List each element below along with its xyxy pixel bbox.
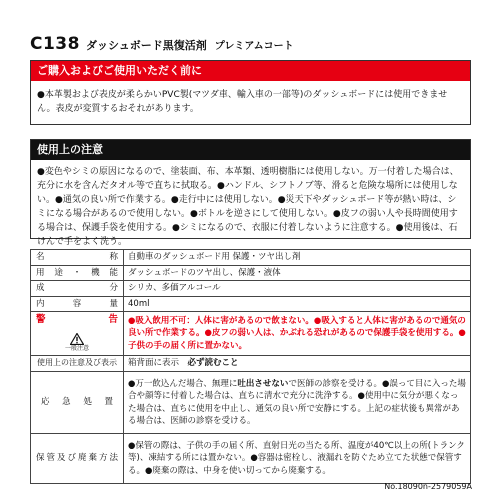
spec-value: シリカ、多価アルコール	[124, 281, 471, 297]
usage-cautions-title: 使用上の注意	[31, 140, 470, 160]
spec-row-use	[31, 265, 471, 281]
warning-text	[124, 312, 471, 356]
display-location: 箱背面に表示	[128, 358, 180, 369]
first-aid-text-2: で医師の診察を受ける。●誤って目に入った場合や顔等に付着した場合は、直ちに清水で充分に洗浄する。●使用中に気分が悪くなった場合は、直ちに使用を中止し、通気の良い所で安静にする。上記の症状後も異常がある場合は、医師の診察を受ける。	[128, 378, 466, 426]
warning-symbol	[36, 333, 118, 345]
product-code: C138	[30, 34, 80, 54]
display-value	[124, 356, 471, 372]
spec-row-storage	[31, 434, 471, 484]
purchase-notice-box	[30, 60, 471, 125]
warning-label-cell	[31, 312, 124, 356]
spec-value: ダッシュボードのツヤ出し、保護・液体	[124, 265, 471, 281]
warning-triangle-icon	[70, 333, 84, 345]
warning-text-heading: ●吸入飲用不可：	[128, 315, 195, 326]
spec-label: 保管及び廃棄方法	[31, 434, 124, 484]
storage-text: ●保管の際は、子供の手の届く所、直射日光の当たる所、温度が40℃以上の所(トランク等)、凍結する所には置かない。●容器は密栓し、液漏れを防ぐため立てた状態で保管する。●廃棄の際は、中身を使い切ってから廃棄する。	[124, 434, 471, 484]
first-aid-emphasis: 吐出させない	[237, 378, 289, 389]
spec-row-display	[31, 356, 471, 372]
spec-table	[30, 249, 471, 484]
warning-text-body: 人体に害があるので飲まない。●吸入すると人体に害があるので通気の良い所で作業する。●皮フの弱い人は、かぶれる恐れがあるので保護手袋を使用する。●子供の手の届く所に置かない。	[128, 315, 466, 351]
spec-label: 成 分	[31, 281, 124, 297]
first-aid-text-1: ●万一飲込んだ場合、無理に	[128, 378, 238, 389]
spec-row-first-aid	[31, 372, 471, 434]
spec-label: 用途・機能	[31, 265, 124, 281]
spec-label: 名 称	[31, 250, 124, 266]
first-aid-text	[124, 372, 471, 434]
warning-symbol-caption: 一般注意	[64, 344, 89, 352]
usage-cautions-body: ●変色やシミの原因になるので、塗装面、布、本革類、透明樹脂には使用しない。万一付着した場合は、充分に水を含んだタオル等で直ちに拭取る。●ハンドル、シフトノブ等、滑ると危険な場所には使用しない。●通気の良い所で作業する。●走行中には使用しない。●災天下やダッシュボード等が熱い時は、シミになる場合があるので使用しない。●ボトルを逆さにして使用しない。●皮フの弱い人や長時間使用する場合は、保護手袋を使用する。●シミになるので、衣服に付着しないように注意する。●使用後は、石けんで手をよく洗う。	[37, 167, 459, 247]
spec-row-warning	[31, 312, 471, 356]
title-row	[30, 34, 294, 54]
spec-label: 内容量	[31, 296, 124, 312]
spec-row-ingredients	[31, 281, 471, 297]
product-subtitle: プレミアムコート	[214, 41, 294, 52]
spec-value: 自動車のダッシュボード用 保護・ツヤ出し剤	[124, 250, 471, 266]
spec-row-volume	[31, 296, 471, 312]
spec-value: 40ml	[124, 296, 471, 312]
spec-label: 応急処置	[31, 372, 124, 434]
spec-row-name	[31, 250, 471, 266]
label-code-footer: No.18090n-2579059A	[384, 482, 472, 491]
product-name: ダッシュボード黒復活剤	[85, 39, 207, 52]
purchase-notice-title: ご購入およびご使用いただく前に	[31, 61, 470, 81]
purchase-notice-body: ●本革製および表皮が柔らかいPVC製(マツダ車、輸入車の一部等)のダッシュボードには使用できません。表皮が変質するおそれがあります。	[37, 90, 448, 114]
read-notice: 必ず読むこと	[187, 358, 239, 369]
spec-label: 使用上の注意及び表示	[31, 356, 124, 372]
warning-label: 警 告	[36, 314, 118, 325]
usage-cautions-box	[30, 139, 471, 247]
